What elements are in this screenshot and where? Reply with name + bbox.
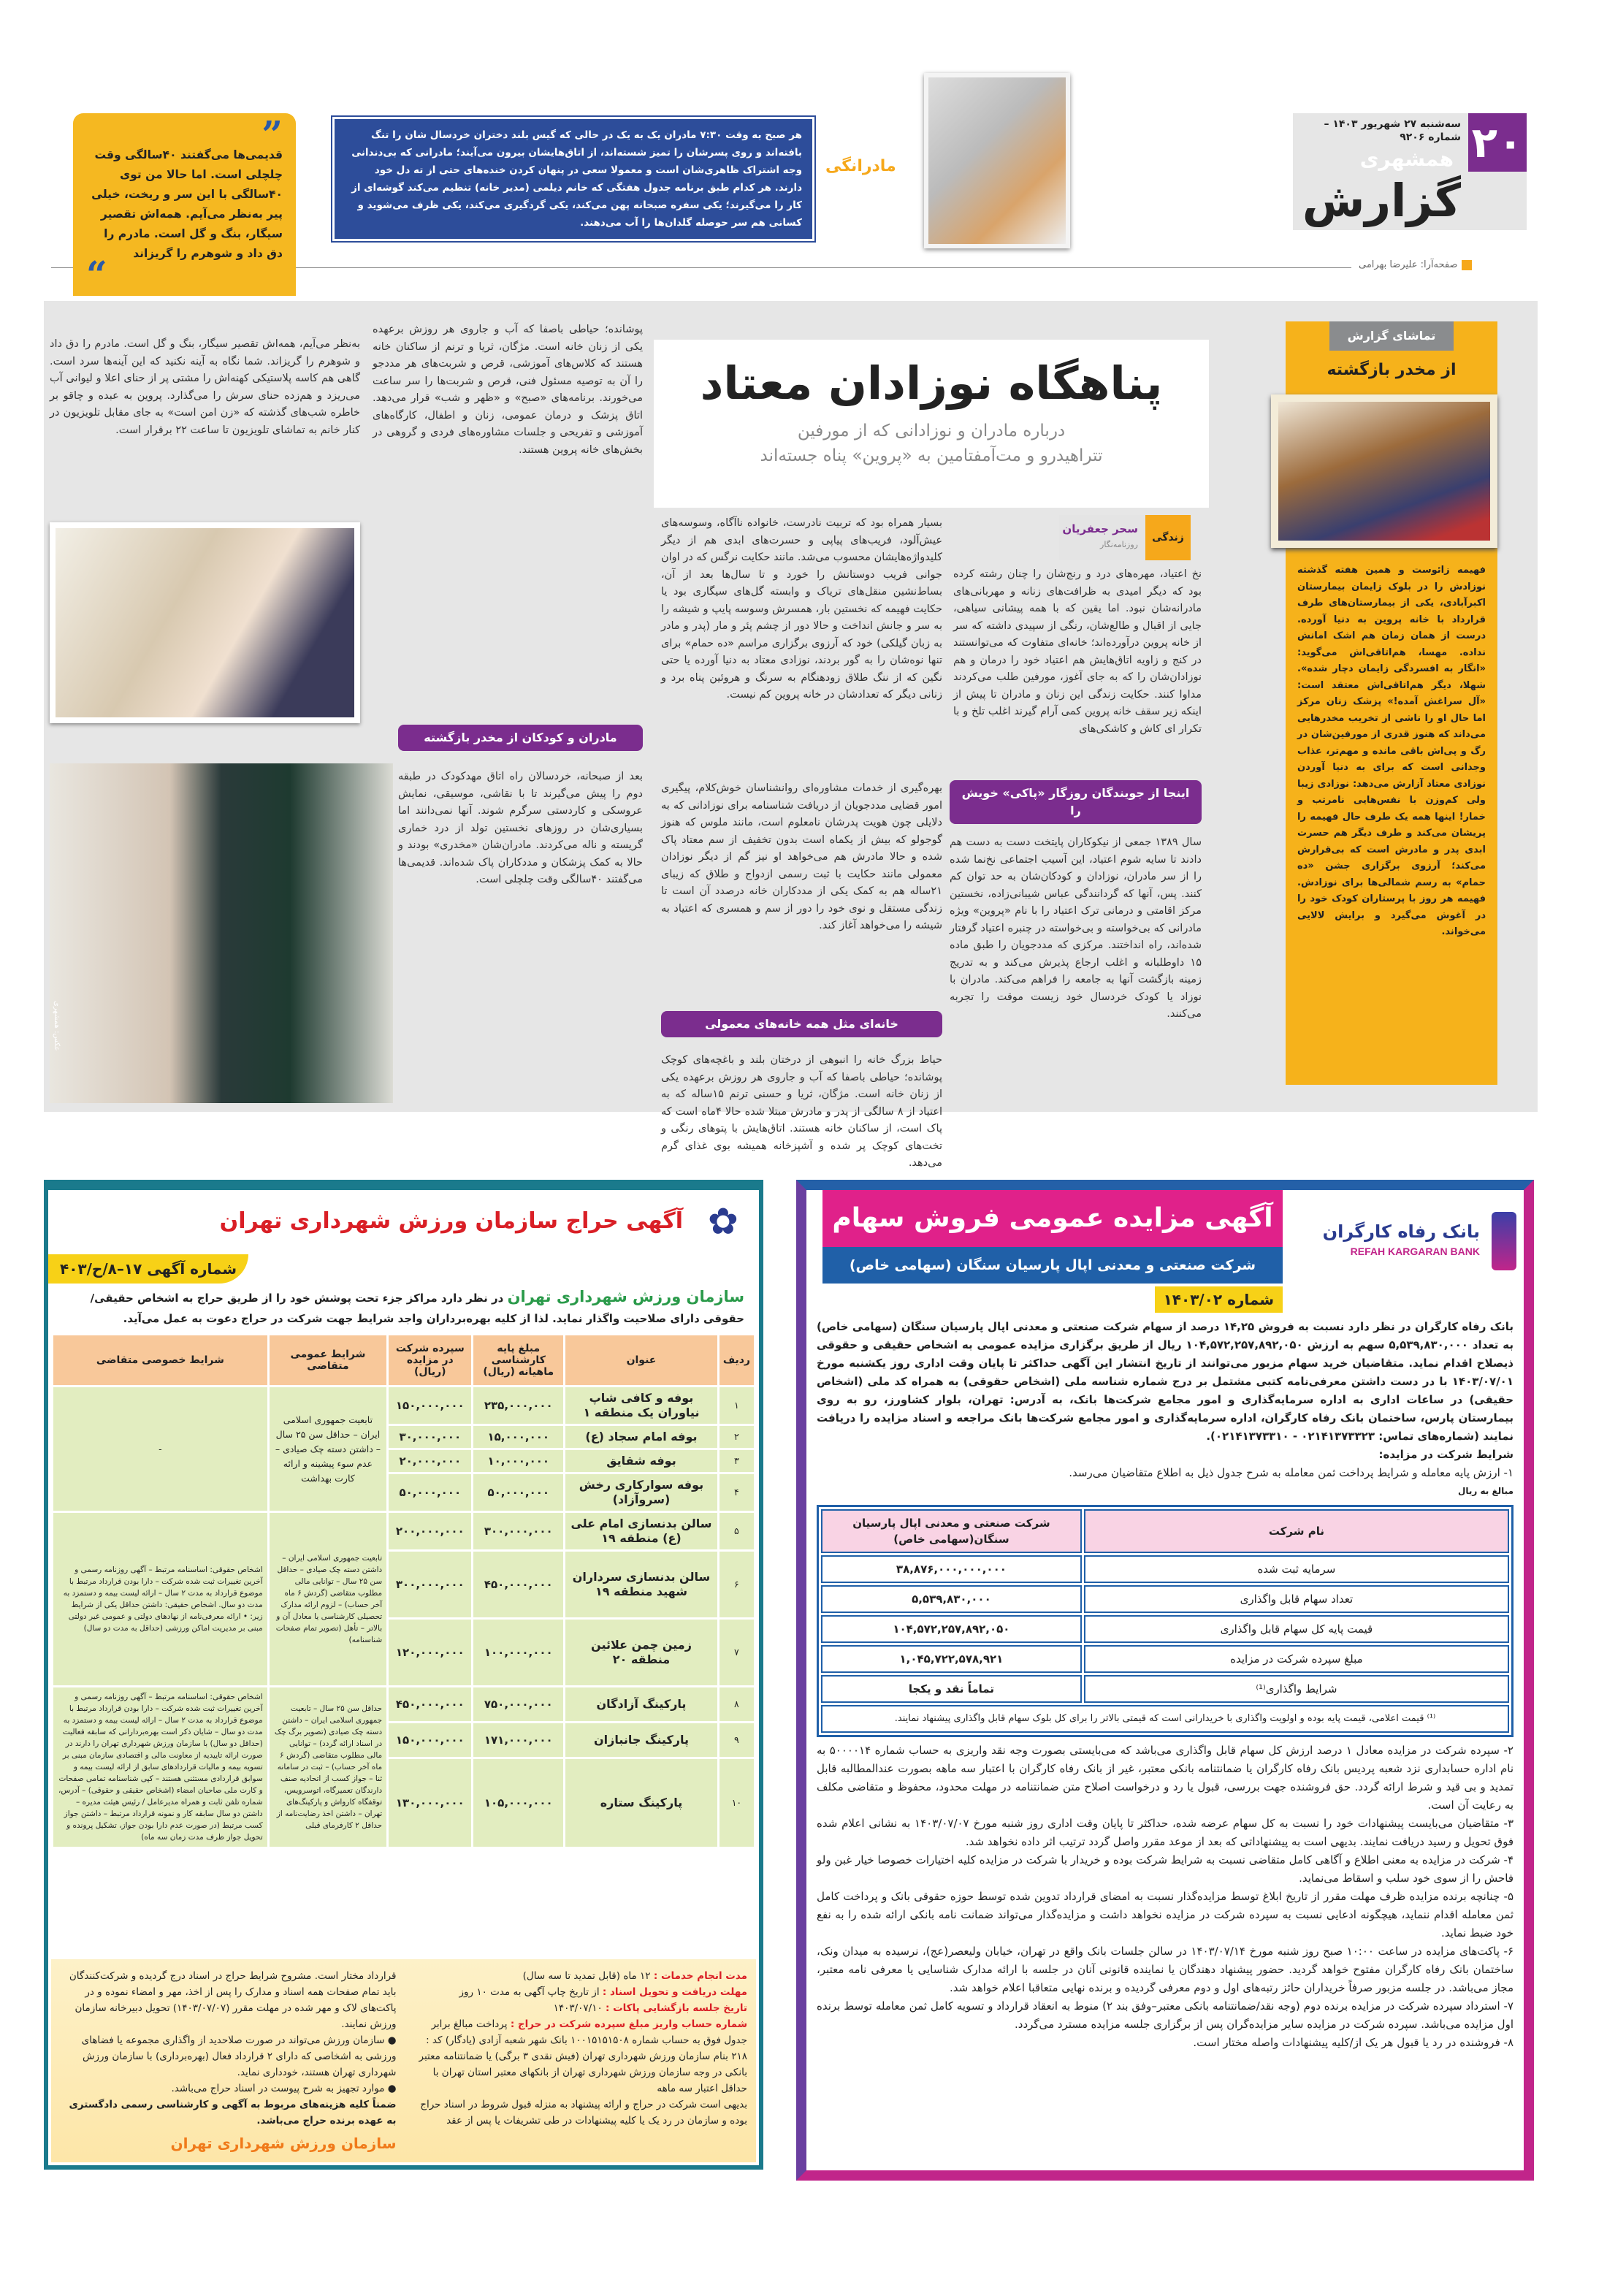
row-deposit: ۲۰,۰۰۰,۰۰۰ bbox=[389, 1450, 471, 1472]
col-header: شرایط عمومی متقاضی bbox=[270, 1335, 386, 1385]
special-conditions: اشخاص حقوقی: اساسنامه مرتبط – آگهی روزنامه رسمی و آخرین تغییرات ثبت شده شرکت – دارا بودن قرارداد مرتبط با موضوع قرارداد به مدت ۲ سال – ارائه لیست بیمه و دستمزد به مدت دو سال – شایان ذکر است بهره‌بردارانی که سابقه فعالیت (حداقل دو سال) با سازمان ورزش شهرداری تهران را دارند در صورت ارائه تاییدیه از معاونت مالی و اقتصادی سازمان مبنی بر تسویه بیمه و مالیات قراردادهای سابق از ارائه لیست بیمه و سوابق قراردادی مستثنی هستند – کپی شناسنامه تمامی صفحات و کارت ملی صاحبان امضاء (اشخاص حقیقی و حقوقی) – آدرس، شماره تلفن ثابت و همراه مدیرعامل / رئیس هیئت مدیره – داشتن دو سال سابقه کار و نمونه قرارداد مرتبط – داشتن جواز کسب مرتبط (در صورت عدم دارا بودن جواز، تشکیل پرونده و تحویل جواز ظرف مدت زمان سه ماه) bbox=[53, 1687, 267, 1847]
table-row bbox=[821, 1555, 1509, 1583]
masthead bbox=[1293, 113, 1527, 230]
lead-text: هر صبح به وقت ۷:۳۰ مادران یک به یک در حالی که گیس بلند دختران خردسال شان را تنگ بافته‌اند و روی پسرشان را تمیز شسته‌اند، از اتاق‌هایشان بیرون می‌آیند؛ مادرانی که بی‌دندانی وجه اشتراک ظاهری‌شان است و معمولا سعی در پنهان کردن خنده‌های حتی از ته دل خود دارند. هر کدام طبق برنامه جدول هفتگی که خانم دیلمی (مدیر خانه) تنظیم می‌کند گوشه‌ای از کار را می‌گیرند؛ یکی سفره صبحانه پهن می‌کند، یکی گردگیری می‌کند، یکی ظرف می‌شوید و کسانی هم سر حوصله گلدان‌ها را آب می‌دهند. bbox=[351, 129, 802, 229]
row-base-price: ۷۵۰,۰۰۰,۰۰۰ bbox=[473, 1687, 563, 1721]
room-photo bbox=[924, 73, 1070, 248]
footer-label: مدت انجام خدمات : bbox=[653, 1970, 747, 1982]
row-number: ۳ bbox=[719, 1450, 754, 1472]
row-base-price: ۱۰۵,۰۰۰,۰۰۰ bbox=[473, 1759, 563, 1847]
row-deposit: ۳۰۰,۰۰۰,۰۰۰ bbox=[389, 1552, 471, 1617]
col-header: شرایط خصوصی متقاضی bbox=[53, 1335, 267, 1385]
footer-label: شماره حساب واریز مبلغ سپرده شرکت در حراج : bbox=[510, 2018, 747, 2030]
table-row bbox=[821, 1585, 1509, 1613]
bank-logo-icon bbox=[1492, 1212, 1516, 1270]
byline-tag: زندگی bbox=[1145, 515, 1191, 560]
condition-item: ۴- شرکت در مزایده به معنی اطلاع و آگاهی کامل متقاضی نسبت به شرایط شرکت بوده و خریدار با شرکت در مزایده کلیه اختیارات خصوصا خیار غبن ولو فاحش را از سوی خود سلب و اسقاط می‌نماید. bbox=[817, 1853, 1514, 1885]
quote-close-icon: “ bbox=[86, 253, 107, 296]
table-footnote-row bbox=[821, 1705, 1509, 1733]
pull-quote bbox=[73, 113, 296, 296]
ad-number: شماره ۱۴۰۳/۰۲ bbox=[1155, 1286, 1283, 1313]
row-base-price: ۱۵,۰۰۰,۰۰۰ bbox=[473, 1426, 563, 1448]
row-value: تماماً نقد و یکجا bbox=[821, 1675, 1082, 1703]
currency-note: مبالغ به ریال bbox=[1457, 1486, 1514, 1496]
row-title: پارکینگ جانبازان bbox=[565, 1723, 717, 1757]
row-number: ۱ bbox=[719, 1387, 754, 1424]
row-title: پارکینگ ستاره bbox=[565, 1759, 717, 1847]
row-number: ۹ bbox=[719, 1723, 754, 1757]
bank-name: بانک رفاه کارگران bbox=[1322, 1221, 1480, 1242]
row-title: پارکینگ آزادگان bbox=[565, 1687, 717, 1721]
sports-org-logo-icon: ✿ bbox=[708, 1200, 738, 1243]
row-number: ۸ bbox=[719, 1687, 754, 1721]
bank-name-en: REFAH KARGARAN BANK bbox=[1350, 1246, 1480, 1257]
row-label: سرمایه ثبت شده bbox=[1084, 1555, 1509, 1583]
row-number: ۲ bbox=[719, 1426, 754, 1448]
sidebar-title: از مخدر بازگشته bbox=[1327, 361, 1457, 379]
sidebar-text: فهیمه زائوست و همین هفته گذشته نوزادش را در بلوک زایمان بیمارستان اکبرآبادی، یکی از بیمارستان‌های طرف قرارداد با خانه پروین به دنیا آورده. درست از همان زمان هم اشک امانش نداده. مهسا، هم‌اتاقی‌اش می‌گوید: «انگار به افسردگی زایمان دچار شده». شهلا، دیگر هم‌اتاقی‌اش معتقد است: «آل سراغش آمده!» پزشک زنان مرکز اما حال او را ناشی از تخریب مخدرهایی می‌داند که هنوز قدری از مورفین‌شان در رگ و پی‌اش باقی مانده و مهم‌تر، عذاب وجدانی است که برای به دنیا آوردن نوزادی معتاد آزارش می‌دهد: نوزادی زیبا ولی کم‌وزن با نفس‌هایی نامرتب و خمار! اینها همه یک طرف حال فهیمه را پریشان می‌کند و طرف دیگر هم حسرت ابدی پدر و مادرش است که بی‌قرارش می‌کند؛ آرزوی برگزاری جشن «ده حمام» به رسم شمالی‌ها برای نوزادش. فهیمه هر روز با پرستاران کودک خود را در آغوش می‌گیرد و برایش لالایی می‌خواند. bbox=[1297, 565, 1486, 937]
ad-footer bbox=[51, 1959, 756, 2162]
row-label: قیمت پایه کل سهام قابل واگذاری bbox=[1084, 1615, 1509, 1643]
table-row bbox=[821, 1509, 1509, 1553]
condition-item: ۸- فروشنده در رد یا قبول هر یک از/کلیه پیشنهادات واصله مختار است. bbox=[1193, 2036, 1514, 2049]
medicine-shelf-photo bbox=[1271, 394, 1497, 548]
table-row bbox=[53, 1687, 754, 1721]
footer-label: مهلت دریافت و تحویل اسناد : bbox=[602, 1986, 747, 1998]
col-header: مبلغ پایه کارشناسی ماهیانه (ریال) bbox=[473, 1335, 563, 1385]
article-column: سال ۱۳۸۹ جمعی از نیکوکاران پایتخت دست به دست هم دادند تا سایه شوم اعتیاد، این آسیب اجتماعی نخ‌نما شده را از سر مادران، نوزادان و کودکان‌شان به حد توان کم کنند. پس، آنها که گردانندگی عباس شیبانی‌زاده، نخستین مرکز اقامتی و درمانی ترک اعتیاد را با نام «پروین» ویژه مادرانی که بی‌خواسته و بی‌خواسته در چنبره اعتیاد گرفتار شده‌اند، راه انداختند. مرکزی که مددجویان را طبق ماده ۱۵ داوطلبانه و اغلب ارجاع پذیرش می‌کند و به تدریج زمینه بازگشت آنها به جامعه را فراهم می‌کند. مادران با نوزاد یا کودک خردسال خود زیست موقت را تجربه می‌کنند. bbox=[950, 836, 1202, 1020]
byline bbox=[1059, 515, 1191, 560]
row-label: مبلغ سپرده شرکت در مزایده bbox=[1084, 1645, 1509, 1673]
table-row bbox=[53, 1513, 754, 1549]
footer-value: پرداخت مبالغ برابر جدول فوق به حساب شماره ۱۰۰۱۵۱۵۱۵۰۸ بانک شهر شعبه آزادی (یادگار) کد : ۲۱۸ بنام سازمان ورزش شهرداری تهران (فیش نقدی ۳ برگی) یا ضمانتنامه معتبر بانکی در وجه سازمان ورزش شهرداری تهران از بانکهای معتبر استان تهران با حداقل اعتبار سه ماهه bbox=[419, 2018, 747, 2094]
article-column: پوشانده؛ حیاطی باصفا که آب و جاروی هر روزش برعهده یکی از زنان خانه است. مژگان، ثریا و ترنم از ساکنان خانه هستند که کلاس‌های آموزشی، قرص و شربت‌های هر مددجو را آن به توصیه مسئول فنی، قرص و شربت‌ها را سر ساعت می‌خورند. برنامه‌های «صبح» و «ظهر و شب» قرار می‌دهد. اتاق پزشک و درمان عمومی، زنان و اطفال، کارگاه‌های آموزشی و تفریحی و جلسات مشاوره‌های فردی و گروهی در بخش‌های خانه پروین هستند. bbox=[373, 324, 643, 456]
auction-table bbox=[51, 1333, 756, 1849]
ad-intro bbox=[48, 1284, 759, 1333]
row-number: ۶ bbox=[719, 1552, 754, 1617]
row-value: ۳۸,۸۷۶,۰۰۰,۰۰۰,۰۰۰ bbox=[821, 1555, 1082, 1583]
row-deposit: ۱۲۰,۰۰۰,۰۰۰ bbox=[389, 1620, 471, 1685]
row-base-price: ۱۰,۰۰۰,۰۰۰ bbox=[473, 1450, 563, 1472]
condition-item: ۷- استرداد سپرده شرکت در مزایده برنده دوم (وجه نقد/ضمانتنامه بانکی معتبر–وفق بند ۲) منوط به انعقاد قرارداد و تسویه کامل ثمن معامله توسط برنده اول مزایده می‌باشد. سپرده شرکت در مزایده سایر مزایده‌گران پس از برگزاری جلسه مزایده مسترد می‌گردد. bbox=[817, 1999, 1514, 2031]
ad-header bbox=[48, 1190, 759, 1284]
sports-auction-ad bbox=[44, 1180, 763, 2170]
row-label: نام شرکت bbox=[1084, 1509, 1509, 1553]
lead-box bbox=[332, 117, 814, 241]
sidebar-kicker: تماشای گزارش bbox=[1329, 321, 1454, 351]
subheading-bar: خانه‌ای مثل همه خانه‌های معمولی bbox=[661, 1011, 942, 1037]
row-deposit: ۲۰۰,۰۰۰,۰۰۰ bbox=[389, 1513, 471, 1549]
row-deposit: ۱۵۰,۰۰۰,۰۰۰ bbox=[389, 1723, 471, 1757]
table-row bbox=[821, 1615, 1509, 1643]
footer-note: ● سازمان ورزش می‌تواند در صورت صلاحدید از واگذاری مجموعه یا فضاهای ورزشی به اشخاصی که دارای ۲ قرارداد فعال (بهره‌برداری) با سازمان ورزش شهرداری تهران هستند، خودداری نماید. bbox=[81, 2034, 397, 2078]
article-column: بسیار همراه بود که تربیت نادرست، خانواده ناآگاه، وسوسه‌های عیش‌آلود، فریب‌های پیاپی و حسرت‌های ابدی هم از دیگر کلیدواژه‌هایشان محسوب می‌شد. مانند حکایت نرگس که در اوان جوانی فریب دوستانش را خورد و تا سال‌ها بعد از آن، بساط‌نشین منقل‌های تریاک و وابسته گل‌های سیگاری بود یا حکایت فهیمه که نخستین بار، همسرش وسوسه پایپ و شیشه را به سر و جانش انداخت و حالا دور از چشم پئر و مار (پدر و مادر به زبان گیلکی) خود که آرزوی برگزاری مراسم «ده حمام» برای تنها نوه‌شان را به گور بردند، نوزادی معتاد به دنیا آورده یا حتی نگین که از ننگ طلاق زودهنگام به سرنگ و هروئین پناه برد و زنانی دیگر که تعدادشان در خانه پروین کم نیست. bbox=[661, 517, 942, 701]
ad-signature: سازمان ورزش شهرداری تهران bbox=[170, 2135, 397, 2152]
general-conditions: حداقل سن ۲۵ سال – تابعیت جمهوری اسلامی ایران – داشتن دسته چک صیادی (تصویر برگ چک در اسناد ارائه گردد) – توانایی مالی مطلوب متقاضی (گردش ۶ ماه آخر حساب) – ثبت در سامانه ثنا – جواز کسب از اتحادیه صنف دارندگان تعمیرگاه، اتوسرویس، توقفگاه کارواش و پارکینگ‌های تهران – داشتن اخذ رضایت‌نامه از حداقل ۲ کارفرمای قبلی bbox=[270, 1687, 386, 1847]
quote-text: قدیمی‌ها می‌گفتند ۴۰سالگی وقت چلچلی است. اما حالا من توی ۴۰سالگی با این سر و ریخت، خیلی پیر به‌نظر می‌آیم. همه‌اش تقصیر سیگار، بنگ و گل است. مادرم را دق داد و شوهرم را گریزاند bbox=[91, 148, 283, 260]
footer-value: از تاریخ چاپ آگهی به مدت ۱۰ روز bbox=[459, 1986, 600, 1998]
footer-right bbox=[411, 1968, 748, 2154]
ad-body bbox=[806, 1318, 1524, 2059]
footer-left bbox=[60, 1968, 397, 2154]
row-number: ۱۰ bbox=[719, 1759, 754, 1847]
ad-intro: بانک رفاه کارگران در نظر دارد نسبت به فروش ۱۴,۲۵ درصد از سهام شرکت صنعتی و معدنی اپال پارسیان سنگان (سهامی خاص) به تعداد ۵,۵۳۹,۸۳۰,۰۰۰ سهم به ارزش ۱۰۴,۵۷۲,۲۵۷,۸۹۲,۰۵۰ ریال از طریق برگزاری مزایده عمومی به اشخاص حقیقی و حقوقی ذیصلاح اقدام نماید. متقاضیان خرید سهام مزبور می‌توانند از تاریخ انتشار این آگهی حداکثر تا پایان وقت اداری روز یکشنبه مورخ ۱۴۰۳/۰۷/۰۱ با در دست داشتن معرفی‌نامه کتبی مشتمل بر درج شماره شناسه ملی (اشخاص حقوقی) به همراه کد ملی (اشخاص حقیقی) در ساعات اداری به اداره سرمایه‌گذاری و امور مجامع شرکت‌ها بانک، به آدرس: تهران، بلوار کشاورز، رو به روی بیمارستان پارس، ساختمان بانک رفاه کارگران، اداره سرمایه‌گذاری و امور مجامع شرکت‌ها بانک مراجعه و اسناد مزایده را دریافت نمایند (شماره‌های تماس: ۰۲۱۴۱۳۷۳۳۲۳ - ۰۲۱۴۱۳۷۳۳۱۰). bbox=[817, 1320, 1514, 1443]
special-conditions: اشخاص حقوقی: اساسنامه مرتبط – آگهی روزنامه رسمی و آخرین تغییرات ثبت شده شرکت – دارا بودن قرارداد مرتبط با موضوع قرارداد به مدت ۲ سال – ارائه لیست بیمه و دستمزد به مدت دو سال. اشخاص حقیقی: داشتن حداقل یکی از شرایط زیر: • ارائه معرفی‌نامه از نهادهای دولتی و عمومی غیر دولتی مبنی بر مدیریت اماکن ورزشی (حداقل به مدت دو سال) bbox=[53, 1513, 267, 1685]
article-column: بهره‌گیری از خدمات مشاوره‌ای روانشناسان خوش‌کلام، پیگیری امور قضایی مددجویان از دریافت شناسنامه برای نوزادانی که به دلایلی چون هویت پدرشان نامعلوم است، مانند ملوس که هنوز گوجولو که بیش از یکماه است بدون تخفیف از سم معتاد پاک شده و حالا مادرش هم می‌خواهد او نیز گم از دیگر نوزادان معمولی مانند حکایت با ثبت رسمی ازدواج و طلاق که زیبای ۲۱ساله هم به کمک یکی از مددکاران خانه درصدد آن است تا زندگی مستقل و نوی خود را دور از سم و همسری که اعتیاد به شیشه را می‌خواهد آغاز کند. bbox=[661, 782, 942, 931]
row-title: زمین چمن علائین منطقه ۲۰ bbox=[565, 1620, 717, 1685]
headline: پناهگاه نوزادان معتاد bbox=[700, 356, 1163, 410]
row-label: تعداد سهام قابل واگذاری bbox=[1084, 1585, 1509, 1613]
row-base-price: ۲۳۵,۰۰۰,۰۰۰ bbox=[473, 1387, 563, 1424]
subheading-bar: مادران و کودکان از مخدر بازگشته bbox=[398, 725, 643, 751]
footer-note: ● موارد تجهیز به شرح پیوست در اسناد حراج می‌باشد. bbox=[171, 2083, 397, 2094]
general-conditions: تابعیت جمهوری اسلامی ایران – داشتن دسته چک صیادی – حداقل سن ۲۵ سال – توانایی مالی مطلوب متقاضی (گردش ۶ ماه آخر حساب) – لزوم ارائه مدارک تحصیلی کارشناسی یا معادل آن و بالاتر – تأهل (تصویر تمام صفحات شناسنامه) bbox=[270, 1513, 386, 1685]
row-title: بوفه شقایق bbox=[565, 1450, 717, 1472]
subheadline-line: تتراهیدرو و مت‌آمفتامین به «پروین» پناه جسته‌اند bbox=[760, 446, 1103, 465]
row-value: ۱۰۴,۵۷۲,۲۵۷,۸۹۲,۰۵۰ bbox=[821, 1615, 1082, 1643]
row-base-price: ۱۷۱,۰۰۰,۰۰۰ bbox=[473, 1723, 563, 1757]
col-header: عنوان bbox=[565, 1335, 717, 1385]
footer-value: بدیهی است شرکت در حراج و ارائه پیشنهاد به منزله قبول شروط در اسناد حراج بوده و سازمان در رد یک یا کلیه پیشنهادات در طی تشریفات یا پس از عقد bbox=[420, 2099, 747, 2127]
row-number: ۴ bbox=[719, 1474, 754, 1511]
article-column: نخ اعتیاد، مهره‌های درد و رنج‌شان را چنان رشته کرده بود که دیگر امیدی به ظرافت‌های زنانه و مهربانی‌های مادرانه‌شان نبود. اما یقین که با همه پیشانی سیاهی، جایی از اقبال و طالع‌شان، رنگی از سپیدی داشته که سر از خانه پروین درآورده‌اند؛ خانه‌ای متفاوت که می‌توانستند در کنج و زاویه اتاق‌هایش هم اعتیاد خود را درمان و هم نوزادان‌شان را که به جای آغوز، مورفین طلب می‌کردند مداوا کنند. حکایت زندگی این زنان و مادران تا پیش از اینکه زیر سقف خانه پروین کمی آرام گیرند اغلب تلخ و با تکرار ای کاش و کاشکی‌های bbox=[953, 568, 1202, 735]
row-deposit: ۳۰,۰۰۰,۰۰۰ bbox=[389, 1426, 471, 1448]
footer-value: ۱۴۰۳/۰۷/۱۰ bbox=[553, 2002, 603, 2014]
conditions-heading: شرایط شرکت در مزایده: bbox=[1378, 1448, 1514, 1461]
ad-title: آگهی حراج سازمان ورزش شهرداری تهران bbox=[219, 1208, 683, 1234]
row-number: ۵ bbox=[719, 1513, 754, 1549]
row-title: سالن بدنسازی امام علی (ع) منطقه ۱۹ bbox=[565, 1513, 717, 1549]
table-header bbox=[53, 1335, 754, 1385]
table-row bbox=[53, 1387, 754, 1424]
lead-tag: مادرانگی bbox=[825, 157, 896, 175]
table-row bbox=[821, 1675, 1509, 1703]
footer-value: ۱۲ ماه (قابل تمدید تا سه سال) bbox=[522, 1970, 651, 1982]
intro-text: در نظر دارد مراکز جزء تحت پوشش خود را از طریق حراج به اشخاص حقیقی/ حقوقی دارای صلاحیت واگذار نماید. لذا از کلیه بهره‌برداران واجد شرایط جهت شرکت در حراج دعوت به عمل می‌آید. bbox=[90, 1292, 744, 1325]
bank-auction-ad bbox=[796, 1180, 1534, 2181]
ad-title: آگهی مزایده عمومی فروش سهام bbox=[822, 1190, 1283, 1247]
row-value: ۱,۰۴۵,۷۲۲,۵۷۸,۹۲۱ bbox=[821, 1645, 1082, 1673]
subheading-bar: اینجا از جویندگان روزگار «پاکی» خویش را bbox=[950, 780, 1202, 824]
condition-item: ۳- متقاضیان می‌بایست پیشنهادات خود را نسبت به کل سهام عرضه شده، حداکثر تا پایان وقت اداری روز شنبه مورخ ۱۴۰۳/۰۷/۰۷ به نشانی اعلام شده فوق تحویل و رسید دریافت نمایند. بدیهی است به پیشنهاداتی که بعد از موعد مقرر واصل گردد ترتیب اثر داده نخواهد شد. bbox=[817, 1817, 1514, 1848]
page-designer: صفحه‌آرا: علیرضا بهرامی bbox=[1359, 259, 1472, 270]
ad-header bbox=[806, 1190, 1524, 1318]
share-table bbox=[817, 1505, 1514, 1737]
sidebar-box bbox=[1286, 321, 1497, 1085]
col-header: ردیف bbox=[719, 1335, 754, 1385]
condition-item: ۵- چنانچه برنده مزایده ظرف مهلت مقرر از تاریخ ابلاغ توسط مزایده‌گذار نسبت به امضای قرارداد تدوین شده توسط حوزه حقوقی بانک و پرداخت کامل ثمن معامله اقدام ننماید، هیچگونه ادعایی نسبت به سپرده شرکت در مزایده نخواهد داشت و مزایده‌گذار می‌تواند ضمانت نامه بانکی ارائه شده را به نفع خود ضبط نماید. bbox=[817, 1890, 1514, 1940]
row-value: ۵,۵۳۹,۸۳۰,۰۰۰ bbox=[821, 1585, 1082, 1613]
row-base-price: ۱۰۰,۰۰۰,۰۰۰ bbox=[473, 1620, 563, 1685]
table-footnote: ⁽¹⁾ قیمت اعلامی، قیمت پایه بوده و اولویت واگذاری با خریدارانی است که قیمتی بالاتر را برای کل بلوک سهام قابل واگذاری پیشنهاد نمایند. bbox=[821, 1705, 1509, 1733]
row-base-price: ۳۰۰,۰۰۰,۰۰۰ bbox=[473, 1513, 563, 1549]
brand-logo: همشهری bbox=[1359, 147, 1454, 171]
article-column: بعد از صبحانه، خردسالان راه اتاق مهدکودک در طبقه دوم را پیش می‌گیرند تا با نقاشی، موسیقی، نمایش عروسکی و کاردستی سرگرم شوند. آنها نمی‌دانند اما بسیاری‌شان در روزهای نخستین تولد از درد خماری گریسته و ناله می‌کردند. مادران‌شان «مخدری» بودند و حالا به کمک پزشکان و مددکاران پاک شده‌اند. قدیمی‌ها می‌گفتند ۴۰سالگی وقت چلچلی است. bbox=[398, 771, 643, 885]
mothers-photo bbox=[50, 763, 393, 1103]
bank-logo bbox=[1297, 1219, 1509, 1259]
row-title: بوفه سوارکاری رخش (سروآزاد) bbox=[565, 1474, 717, 1511]
row-value: شرکت صنعتی و معدنی اپال پارسیان سنگان(سهامی خاص) bbox=[821, 1509, 1082, 1553]
row-base-price: ۵۰,۰۰۰,۰۰۰ bbox=[473, 1474, 563, 1511]
row-deposit: ۱۵۰,۰۰۰,۰۰۰ bbox=[389, 1387, 471, 1424]
row-base-price: ۴۵۰,۰۰۰,۰۰۰ bbox=[473, 1552, 563, 1617]
article-column: حیاط بزرگ خانه را انبوهی از درختان بلند و باغچه‌های کوچک پوشانده؛ حیاطی باصفا که آب و جاروی هر روزش برعهده یکی از زنان خانه است. مژگان، ثریا و حسنی ترنم ۱۵ساله که به اعتیاد از ۸ سالگی از پدر و مادرش مبتلا شده حالا ۴ماه است که پاک است، از ساکنان خانه هستند. اتاق‌هایش با پتوهای رنگی و تخت‌های کوچک پر شده و آشپزخانه همیشه بوی غذای گرم می‌دهد. bbox=[661, 1054, 943, 1169]
headline-box bbox=[654, 340, 1209, 508]
table-row bbox=[821, 1645, 1509, 1673]
quote-open-icon: ” bbox=[262, 112, 283, 156]
row-deposit: ۵۰,۰۰۰,۰۰۰ bbox=[389, 1474, 471, 1511]
photo-credit: عکس: همشهری bbox=[53, 1001, 61, 1051]
section-title: گزارش bbox=[1302, 174, 1461, 227]
subheadline-line: درباره مادران و نوزادانی که از مورفین bbox=[797, 422, 1066, 440]
row-deposit: ۴۵۰,۰۰۰,۰۰۰ bbox=[389, 1687, 471, 1721]
row-label: شرایط واگذاری⁽¹⁾ bbox=[1084, 1675, 1509, 1703]
company-name: شرکت صنعتی و معدنی اپال پارسیان سنگان (سهامی خاص) bbox=[822, 1247, 1283, 1284]
row-title: بوفه امام سجاد (ع) bbox=[565, 1426, 717, 1448]
row-title: سالن بدنسازی سرداران شهید منطقه ۱۹ bbox=[565, 1552, 717, 1617]
row-deposit: ۱۳۰,۰۰۰,۰۰۰ bbox=[389, 1759, 471, 1847]
row-number: ۷ bbox=[719, 1620, 754, 1685]
col-header: سپرده شرکت در مزایده (ریال) bbox=[389, 1335, 471, 1385]
author-role: روزنامه‌نگار bbox=[1100, 540, 1138, 549]
footer-label: تاریخ جلسه بازگشایی پاکات : bbox=[606, 2002, 747, 2014]
footer-note: قرارداد مختار است. مشروح شرایط حراج در اسناد درج گردیده و شرکت‌کنندگان باید تمام صفحات همه اسناد و مدارک را پس از اخذ، مهر و امضاء نموده و در پاکت‌های لاک و مهر شده در مهلت مقرر (۱۴۰۳/۰۷/۰۷) تحویل دبیرخانه سازمان ورزش نمایند. bbox=[69, 1970, 397, 2030]
page-number: ۲۰ bbox=[1468, 113, 1527, 172]
ad-number: شماره آگهی ۱۷–۸/ح/۴۰۳ bbox=[48, 1254, 248, 1284]
org-name: سازمان ورزش شهرداری تهران bbox=[507, 1288, 744, 1305]
row-title: بوفه و کافی شاپ نیاوران یک منطقه ۱ bbox=[565, 1387, 717, 1424]
condition-item: ۲- سپرده شرکت در مزایده معادل ۱ درصد ارزش کل سهام قابل واگذاری می‌باشد که می‌بایستی بصورت وجه نقد واریزی به حساب شماره ۵۰۰۰۰۱۴ به نام اداره حسابداری نزد شعبه پردیس بانک رفاه کارگران یا ضمانتنامه بانکی معتبر، غیر از بانک رفاه کارگران با اعتبار سه ماهه بصورت عندالمطالبه قابل تمدید و بی قید و شرط ارائه گردد. حق فروشنده جهت بررسی، قبول یا رد و درخواست اصلاح متن ضمانتنامه در مهلت محدود، محفوظ و متقاضی مکلف به رعایت آن است. bbox=[817, 1744, 1514, 1812]
condition-item: ۶- پاکت‌های مزایده در ساعت ۱۰:۰۰ صبح روز شنبه مورخ ۱۴۰۳/۰۷/۱۴ در سالن جلسات بانک واقع در تهران، خیابان ولیعصر(عج)، نرسیده به میدان ونک، ساختمان بانک رفاه کارگران مفتوح خواهد گردید. حضور پیشنهاد دهندگان یا نماینده قانونی آنان در جلسه با ارائه مدارک شناسایی یا معرفی نامه معتبر، مجاز می‌باشد. در جلسه مزبور صرفاً خریداران حائز رتبه‌های اول و دوم معرفی گردیده و برنده نهایی متعاقبا اعلام خواهد شد. bbox=[817, 1945, 1514, 1994]
general-conditions: تابعیت جمهوری اسلامی ایران – حداقل سن ۲۵ سال – داشتن دسته چک صیادی – عدم سوء پیشینه و ارائه کارت بهداشت bbox=[270, 1387, 386, 1511]
subheadline bbox=[654, 419, 1209, 468]
author-name: سحر جعفریان bbox=[1062, 522, 1138, 535]
special-conditions: - bbox=[53, 1387, 267, 1511]
issue-date: سه‌شنبه ۲۷ شهریور ۱۴۰۳ – شماره ۹۲۰۶ bbox=[1324, 118, 1461, 143]
footer-note: ضمناً کلیه هزینه‌های مربوط به آگهی و کارشناسی رسمی دادگستری به عهده برنده حراج می‌باشد. bbox=[69, 2099, 397, 2127]
condition-item: ۱- ارزش پایه معامله و شرایط پرداخت ثمن معامله به شرح جدول ذیل به اطلاع متقاضیان می‌رسد. bbox=[1069, 1466, 1514, 1479]
children-photo bbox=[50, 522, 360, 723]
article-column: به‌نظر می‌آیم، همه‌اش تقصیر سیگار، بنگ و گل است. مادرم را دق داد و شوهرم را گریزاند. شما نگاه به آینه نکنید که این آینه‌ها سرد است. گاهی هم کاسه پلاستیکی کهنه‌اش را مشتی پر از حنای اعلا و لیوانی آب می‌ریزد و هم‌زده حنای سرش را می‌گذارد. پروین به عبده و چاقو بر خاطره شب‌های گذشته که «زن امن است» به جای مقابل تلویزیون در کنار خانم به تماشای تلویزیون تا ساعت ۲۲ برقرار است. bbox=[50, 338, 360, 436]
